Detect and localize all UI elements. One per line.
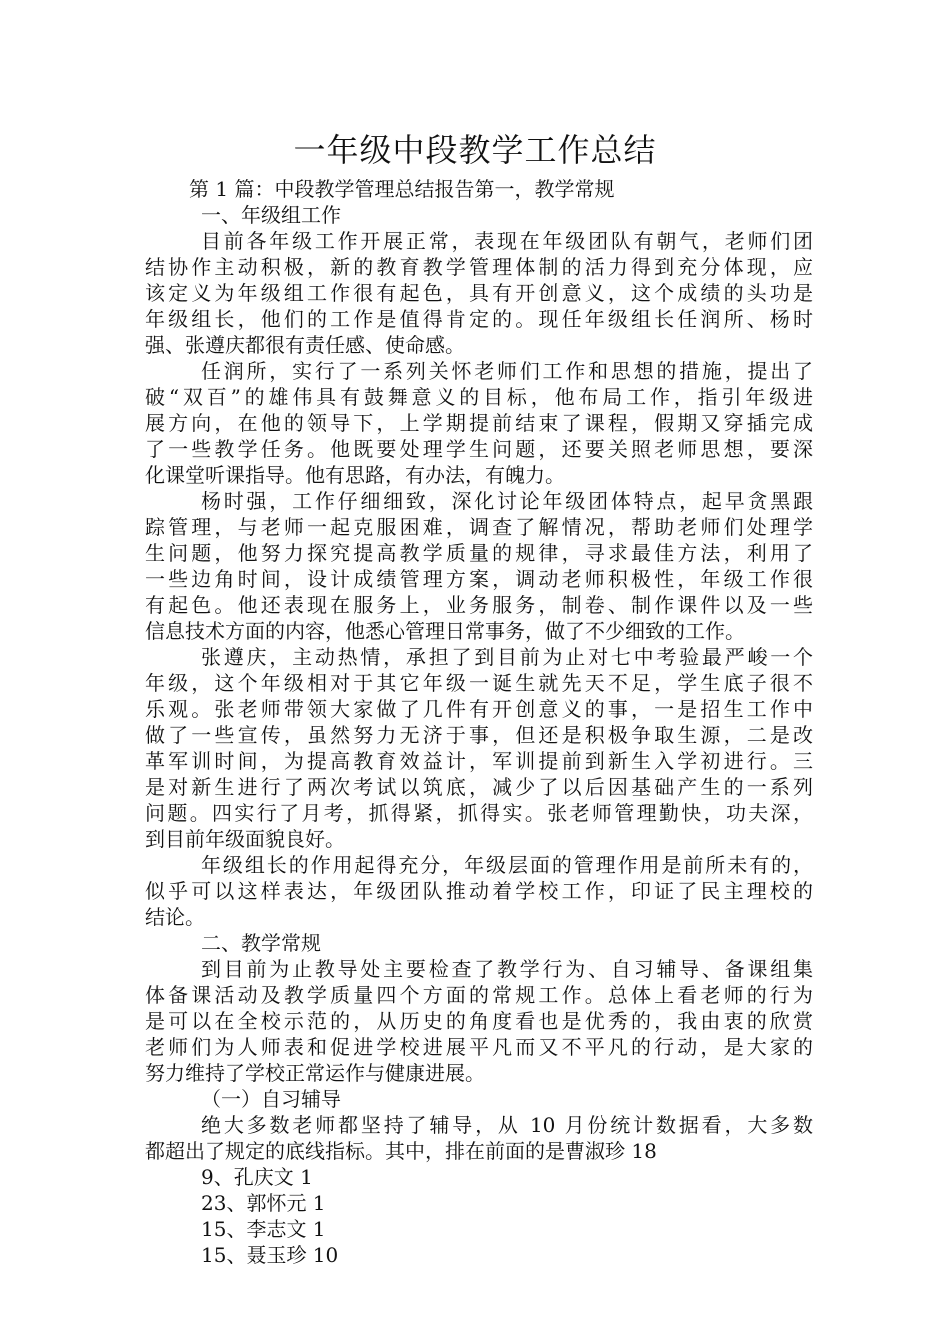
paragraph-line: 结论。 (145, 905, 205, 929)
heading-line: 一、年级组工作 (201, 203, 341, 227)
paragraph-line: 信息技术方面的内容，他悉心管理日常事务，做了不少细致的工作。 (145, 619, 745, 643)
paragraph-line: 年级，这个年级相对于其它年级一诞生就先天不足，学生底子很不 (145, 671, 813, 695)
paragraph-line: 张遵庆，主动热情，承担了到目前为止对七中考验最严峻一个 (201, 645, 813, 669)
paragraph-line: 体备课活动及教学质量四个方面的常规工作。总体上看老师的行为 (145, 983, 813, 1007)
paragraph-line: 是可以在全校示范的，从历史的角度看也是优秀的，我由衷的欣赏 (145, 1009, 813, 1033)
paragraph-line: 目前各年级工作开展正常，表现在年级团队有朝气，老师们团 (201, 229, 813, 253)
paragraph-line: 乐观。张老师带领大家做了几件有开创意义的事，一是招生工作中 (145, 697, 813, 721)
subtitle-line: 第 1 篇：中段教学管理总结报告第一，教学常规 (189, 177, 615, 201)
list-line-line: 23、郭怀元 1 (201, 1191, 326, 1215)
paragraph-line: 到目前年级面貌良好。 (145, 827, 345, 851)
page-title: 一年级中段教学工作总结 (293, 131, 657, 169)
paragraph-line: 踪管理，与老师一起克服困难，调查了解情况，帮助老师们处理学 (145, 515, 813, 539)
paragraph-line: 杨时强，工作仔细细致，深化讨论年级团体特点，起早贪黑跟 (201, 489, 813, 513)
heading-line: 二、教学常规 (201, 931, 321, 955)
paragraph-line: 都超出了规定的底线指标。其中，排在前面的是曹淑珍 18 (145, 1139, 657, 1163)
sub-heading-line: （一）自习辅导 (201, 1087, 341, 1111)
list-line-line: 9、孔庆文 1 (201, 1165, 313, 1189)
paragraph-line: 老师们为人师表和促进学校进展平凡而又不平凡的行动，是大家的 (145, 1035, 813, 1059)
list-line-line: 15、聂玉珍 10 (201, 1243, 339, 1267)
paragraph-line: 是对新生进行了两次考试以筑底，减少了以后因基础产生的一系列 (145, 775, 813, 799)
paragraph-line: 化课堂听课指导。他有思路，有办法，有魄力。 (145, 463, 565, 487)
paragraph-line: 做了一些宣传，虽然努力无济于事，但还是积极争取生源，二是改 (145, 723, 813, 747)
paragraph-line: 展方向，在他的领导下，上学期提前结束了课程，假期又穿插完成 (145, 411, 813, 435)
list-line-line: 15、李志文 1 (201, 1217, 326, 1241)
paragraph-line: 绝大多数老师都坚持了辅导，从 10 月份统计数据看，大多数 (201, 1113, 813, 1137)
paragraph-line: 结协作主动积极，新的教育教学管理体制的活力得到充分体现，应 (145, 255, 813, 279)
paragraph-line: 破“双百”的雄伟具有鼓舞意义的目标，他布局工作，指引年级进 (145, 385, 813, 409)
paragraph-line: 有起色。他还表现在服务上，业务服务，制卷、制作课件以及一些 (145, 593, 813, 617)
paragraph-line: 革军训时间，为提高教育效益计，军训提前到新生入学初进行。三 (145, 749, 813, 773)
paragraph-line: 该定义为年级组工作很有起色，具有开创意义，这个成绩的头功是 (145, 281, 813, 305)
paragraph-line: 似乎可以这样表达，年级团队推动着学校工作，印证了民主理校的 (145, 879, 813, 903)
paragraph-line: 努力维持了学校正常运作与健康进展。 (145, 1061, 485, 1085)
paragraph-line: 强、张遵庆都很有责任感、使命感。 (145, 333, 465, 357)
paragraph-line: 问题。四实行了月考，抓得紧，抓得实。张老师管理勤快，功夫深， (145, 801, 813, 825)
paragraph-line: 年级组长的作用起得充分，年级层面的管理作用是前所未有的， (201, 853, 813, 877)
document-body (145, 176, 813, 1268)
paragraph-line: 任润所，实行了一系列关怀老师们工作和思想的措施，提出了 (201, 359, 813, 383)
paragraph-line: 生问题，他努力探究提高教学质量的规律，寻求最佳方法，利用了 (145, 541, 813, 565)
paragraph-line: 了一些教学任务。他既要处理学生问题，还要关照老师思想，要深 (145, 437, 813, 461)
paragraph-line: 到目前为止教导处主要检查了教学行为、自习辅导、备课组集 (201, 957, 813, 981)
paragraph-line: 年级组长，他们的工作是值得肯定的。现任年级组长任润所、杨时 (145, 307, 813, 331)
paragraph-line: 一些边角时间，设计成绩管理方案，调动老师积极性，年级工作很 (145, 567, 813, 591)
